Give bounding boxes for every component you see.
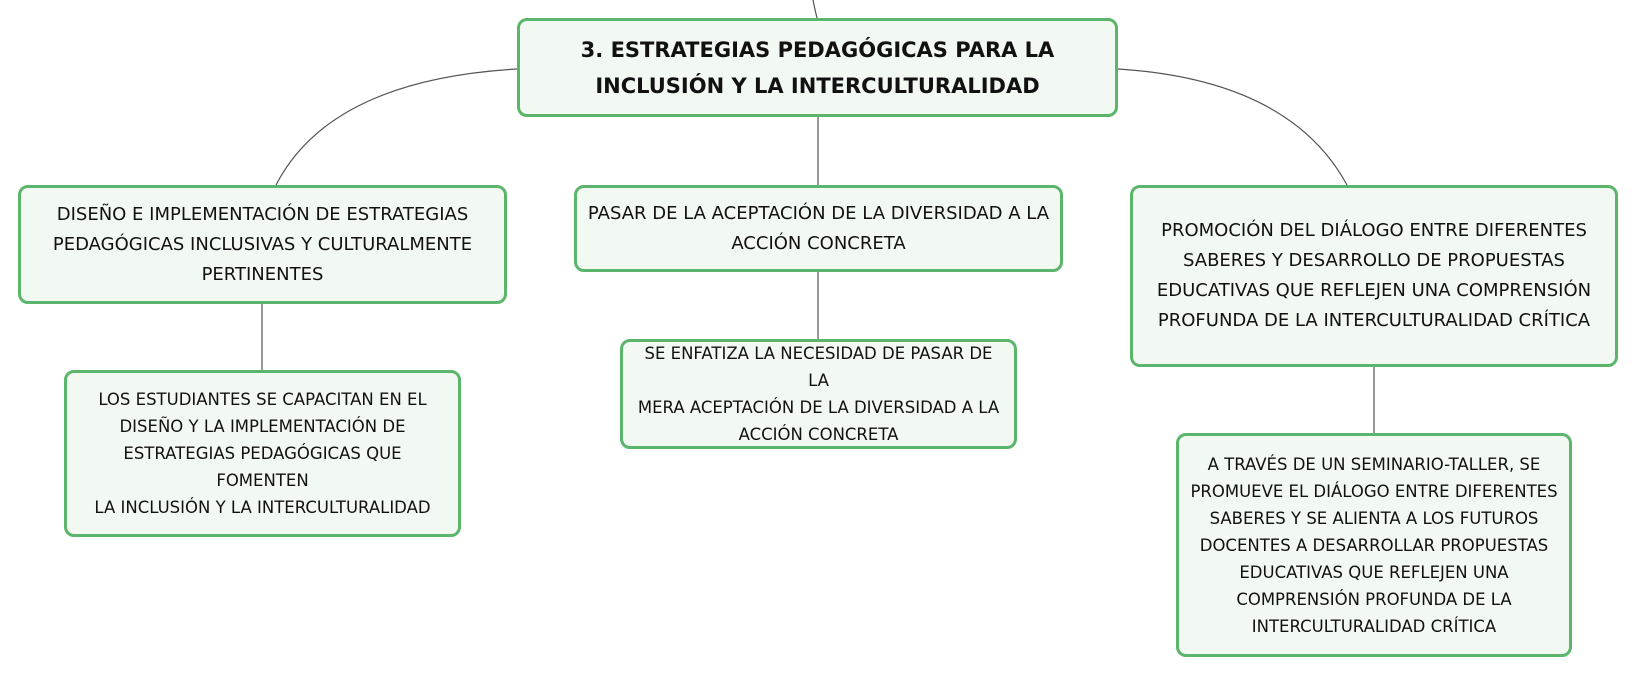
root-topic-node[interactable] bbox=[517, 18, 1118, 117]
branch-node-text: PASAR DE LA ACEPTACIÓN DE LA DIVERSIDAD A LA ACCIÓN CONCRETA bbox=[587, 202, 1050, 254]
branch-node-text: PROMOCIÓN DEL DIÁLOGO ENTRE DIFERENTES SABERES Y DESARROLLO DE PROPUESTAS EDUCATIVAS QUE REFLEJEN UNA COMPRENSIÓN PROFUNDA DE LA INTERCULTURALIDAD CRÍTICA bbox=[1156, 220, 1592, 331]
child-node-text: SE ENFATIZA LA NECESIDAD DE PASAR DE LA MERA ACEPTACIÓN DE LA DIVERSIDAD A LA ACCIÓN CONCRETA bbox=[637, 344, 1000, 444]
child-node-text: LOS ESTUDIANTES SE CAPACITAN EN EL DISEÑO Y LA IMPLEMENTACIÓN DE ESTRATEGIAS PEDAGÓGICAS QUE FOMENTEN LA INCLUSIÓN Y LA INTERCULTURALIDAD bbox=[94, 390, 431, 517]
branch-node-dialogue-promotion[interactable] bbox=[1130, 185, 1618, 367]
connector-root-to-right-branch bbox=[1118, 69, 1347, 185]
child-node-text: A TRAVÉS DE UN SEMINARIO-TALLER, SE PROMUEVE EL DIÁLOGO ENTRE DIFERENTES SABERES Y SE ALIENTA A LOS FUTUROS DOCENTES A DESARROLLAR PROPUESTAS EDUCATIVAS QUE REFLEJEN UNA COMPRENSIÓN PROFUNDA DE LA INTERCULTURALIDAD CRÍTICA bbox=[1190, 454, 1558, 636]
connector-from-parent bbox=[813, 0, 817, 18]
branch-node-acceptance-to-action[interactable] bbox=[574, 185, 1063, 272]
child-node-emphasis-action[interactable] bbox=[620, 339, 1017, 449]
branch-node-design-implementation[interactable] bbox=[18, 185, 507, 304]
child-node-students-training[interactable] bbox=[64, 370, 461, 537]
branch-node-text: DISEÑO E IMPLEMENTACIÓN DE ESTRATEGIAS PEDAGÓGICAS INCLUSIVAS Y CULTURALMENTE PERTINENTES bbox=[52, 203, 473, 285]
root-topic-text: 3. ESTRATEGIAS PEDAGÓGICAS PARA LA INCLUSIÓN Y LA INTERCULTURALIDAD bbox=[580, 37, 1055, 98]
connector-root-to-left-branch bbox=[276, 69, 517, 185]
child-node-seminar-workshop[interactable] bbox=[1176, 433, 1572, 657]
